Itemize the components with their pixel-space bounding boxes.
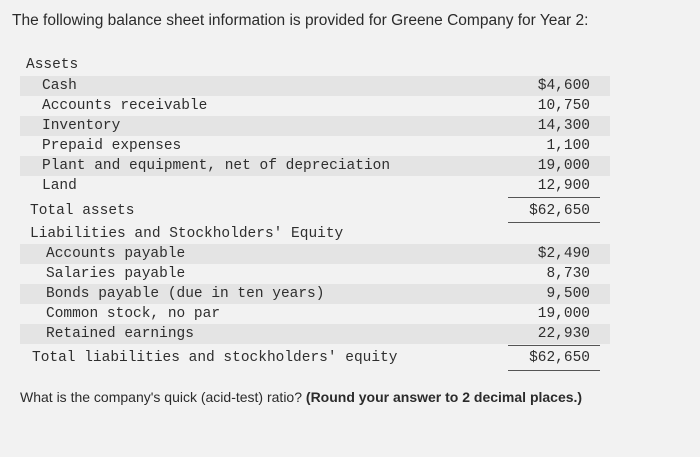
- asset-row: [20, 156, 610, 176]
- asset-amount: 10,750: [537, 98, 590, 114]
- subtotal-rule: [508, 345, 600, 346]
- asset-amount: $4,600: [537, 78, 590, 94]
- liabilities-heading-row: [20, 224, 610, 244]
- liability-row: [20, 324, 610, 344]
- liability-row: [20, 264, 610, 284]
- liabilities-heading: Liabilities and Stockholders' Equity: [30, 226, 344, 242]
- liability-label: Retained earnings: [46, 326, 194, 342]
- total-rule: [508, 370, 600, 371]
- asset-row: [20, 76, 610, 96]
- asset-amount: 12,900: [537, 178, 590, 194]
- asset-label: Plant and equipment, net of depreciation: [42, 158, 391, 174]
- total-assets-row: [20, 201, 610, 221]
- intro-text: The following balance sheet information is provided for Greene Company for Year 2:: [12, 12, 589, 29]
- total-assets-amount: $62,650: [529, 203, 590, 219]
- total-liabilities-label: Total liabilities and stockholders' equity: [32, 350, 398, 366]
- asset-amount: 1,100: [546, 138, 590, 154]
- liability-row: [20, 284, 610, 304]
- liability-label: Common stock, no par: [46, 306, 221, 322]
- liability-label: Bonds payable (due in ten years): [46, 286, 325, 302]
- total-rule: [508, 222, 600, 223]
- liability-amount: 8,730: [546, 266, 590, 282]
- asset-row: [20, 176, 610, 196]
- total-liabilities-row: [20, 348, 610, 368]
- liability-amount: 19,000: [537, 306, 590, 322]
- question-text: [20, 389, 582, 405]
- asset-amount: 14,300: [537, 118, 590, 134]
- liability-amount: 9,500: [546, 286, 590, 302]
- liability-row: [20, 244, 610, 264]
- assets-heading-row: [20, 55, 610, 75]
- asset-label: Accounts receivable: [42, 98, 208, 114]
- total-assets-label: Total assets: [30, 203, 135, 219]
- question-prompt: What is the company's quick (acid-test) ratio?: [20, 389, 306, 405]
- liability-row: [20, 304, 610, 324]
- asset-label: Cash: [42, 78, 77, 94]
- question-instruction: (Round your answer to 2 decimal places.): [305, 389, 583, 405]
- liability-amount: 22,930: [537, 326, 590, 342]
- asset-label: Inventory: [42, 118, 121, 134]
- asset-label: Prepaid expenses: [42, 138, 182, 154]
- asset-amount: 19,000: [537, 158, 590, 174]
- asset-row: [20, 116, 610, 136]
- liability-label: Accounts payable: [46, 246, 186, 262]
- asset-row: [20, 136, 610, 156]
- assets-heading: Assets: [26, 57, 79, 73]
- asset-label: Land: [42, 178, 77, 194]
- liability-label: Salaries payable: [46, 266, 186, 282]
- subtotal-rule: [508, 197, 600, 198]
- total-liabilities-amount: $62,650: [529, 350, 590, 366]
- liability-amount: $2,490: [537, 246, 590, 262]
- asset-row: [20, 96, 610, 116]
